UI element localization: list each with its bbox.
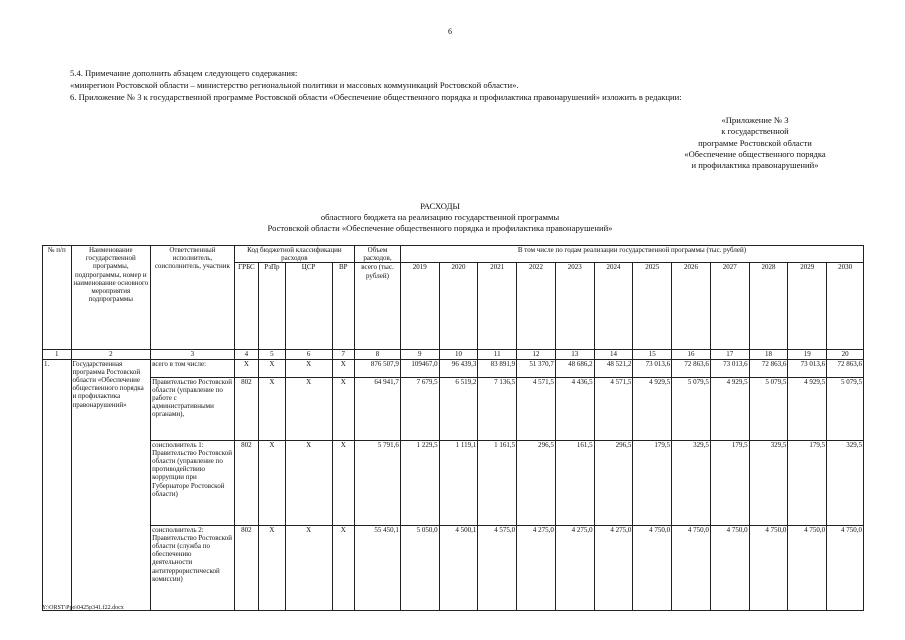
year-value-cell: 4 750,0 bbox=[749, 525, 788, 610]
year-value-cell: 4 575,0 bbox=[478, 525, 517, 610]
column-number: 2 bbox=[71, 350, 151, 359]
year-value-cell: 72 863,6 bbox=[749, 359, 788, 377]
header-year: 2019 bbox=[400, 263, 439, 350]
year-value-cell: 4 750,0 bbox=[827, 525, 864, 610]
header-year: 2029 bbox=[788, 263, 827, 350]
table-row bbox=[43, 440, 864, 525]
year-value-cell: 296,5 bbox=[594, 440, 633, 525]
file-path-footer: Y:\ORST\Ppo\0425p341.f22.docx bbox=[42, 605, 124, 611]
year-value-cell: 5 050,0 bbox=[400, 525, 439, 610]
year-value-cell: 5 079,5 bbox=[672, 377, 711, 440]
year-value-cell: 5 079,5 bbox=[749, 377, 788, 440]
header-year: 2026 bbox=[672, 263, 711, 350]
column-number: 13 bbox=[555, 350, 594, 359]
year-value-cell: 4 571,5 bbox=[594, 377, 633, 440]
expenditure-table bbox=[42, 245, 864, 611]
rzpr-cell: X bbox=[259, 525, 286, 610]
year-value-cell: 4 750,0 bbox=[672, 525, 711, 610]
column-number: 11 bbox=[478, 350, 517, 359]
header-num: № п/п bbox=[43, 246, 72, 350]
year-value-cell: 179,5 bbox=[633, 440, 672, 525]
year-value-cell: 83 891,9 bbox=[478, 359, 517, 377]
year-value-cell: 4 436,5 bbox=[555, 377, 594, 440]
header-vr: ВР bbox=[332, 263, 354, 350]
total-cell: 55 450,1 bbox=[355, 525, 401, 610]
year-value-cell: 329,5 bbox=[827, 440, 864, 525]
column-number: 14 bbox=[594, 350, 633, 359]
title-line: областного бюджета на реализацию государственной программы bbox=[320, 212, 560, 223]
year-value-cell: 73 013,6 bbox=[788, 359, 827, 377]
header-volume-total: всего (тыс. рублей) bbox=[355, 263, 401, 350]
column-number: 15 bbox=[633, 350, 672, 359]
year-value-cell: 72 863,6 bbox=[672, 359, 711, 377]
executor-cell: соисполнитель 2: Правительство Ростовской области (служба по обеспечению деятельности антитеррористической комиссии) bbox=[151, 525, 235, 610]
appendix-line: «Приложение № 3 bbox=[721, 115, 789, 125]
year-value-cell: 72 863,6 bbox=[827, 359, 864, 377]
column-number: 18 bbox=[749, 350, 788, 359]
header-csr: ЦСР bbox=[285, 263, 332, 350]
vr-cell: X bbox=[332, 359, 354, 377]
year-value-cell: 329,5 bbox=[749, 440, 788, 525]
year-value-cell: 5 079,5 bbox=[827, 377, 864, 440]
appendix-header bbox=[640, 115, 870, 171]
grbs-cell: 802 bbox=[234, 525, 258, 610]
year-value-cell: 73 013,6 bbox=[710, 359, 749, 377]
header-volume: Объем расходов, bbox=[355, 246, 401, 263]
header-year: 2020 bbox=[439, 263, 478, 350]
table-row bbox=[43, 525, 864, 610]
csr-cell: X bbox=[285, 359, 332, 377]
page-number: 6 bbox=[448, 27, 452, 36]
intro-paragraph-2: «минрегион Ростовской области – министерство региональной политики и массовых коммуникаций Ростовской области». bbox=[70, 80, 519, 91]
header-grbs: ГРБС bbox=[234, 263, 258, 350]
year-value-cell: 7 679,5 bbox=[400, 377, 439, 440]
column-number: 19 bbox=[788, 350, 827, 359]
column-number: 5 bbox=[259, 350, 286, 359]
year-value-cell: 4 750,0 bbox=[633, 525, 672, 610]
column-number: 12 bbox=[517, 350, 556, 359]
year-value-cell: 4 750,0 bbox=[710, 525, 749, 610]
csr-cell: X bbox=[285, 440, 332, 525]
year-value-cell: 48 686,2 bbox=[555, 359, 594, 377]
header-year: 2028 bbox=[749, 263, 788, 350]
rzpr-cell: X bbox=[259, 377, 286, 440]
vr-cell: X bbox=[332, 440, 354, 525]
header-year: 2024 bbox=[594, 263, 633, 350]
rzpr-cell: X bbox=[259, 359, 286, 377]
column-number: 6 bbox=[285, 350, 332, 359]
year-value-cell: 179,5 bbox=[788, 440, 827, 525]
header-executor: Ответственный исполнитель, соисполнитель, участник bbox=[151, 246, 235, 350]
year-value-cell: 4 929,5 bbox=[633, 377, 672, 440]
grbs-cell: 802 bbox=[234, 377, 258, 440]
column-number: 16 bbox=[672, 350, 711, 359]
column-number: 4 bbox=[234, 350, 258, 359]
column-number: 3 bbox=[151, 350, 235, 359]
executor-cell: соисполнитель 1: Правительство Ростовской области (управление по противодействию коррупции при Губернаторе Ростовской области) bbox=[151, 440, 235, 525]
year-value-cell: 329,5 bbox=[672, 440, 711, 525]
year-value-cell: 4 275,0 bbox=[594, 525, 633, 610]
title-line: РАСХОДЫ bbox=[420, 201, 460, 211]
header-rzpr: РзПр bbox=[259, 263, 286, 350]
intro-paragraph-3: 6. Приложение № 3 к государственной программе Ростовской области «Обеспечение общественного порядка и профилактика правонарушений» изложить в редакции: bbox=[70, 92, 682, 103]
document-title bbox=[150, 201, 730, 235]
column-number: 9 bbox=[400, 350, 439, 359]
header-year: 2022 bbox=[517, 263, 556, 350]
column-number: 7 bbox=[332, 350, 354, 359]
year-value-cell: 4 750,0 bbox=[788, 525, 827, 610]
year-value-cell: 48 521,2 bbox=[594, 359, 633, 377]
appendix-line: к государственной bbox=[721, 126, 789, 137]
title-line: Ростовской области «Обеспечение общественного порядка и профилактика правонарушений» bbox=[267, 223, 613, 234]
year-value-cell: 4 929,5 bbox=[788, 377, 827, 440]
header-name: Наименование государственной программы, подпрограммы, номер и наименование основного мероприятия подпрограммы bbox=[71, 246, 151, 350]
year-value-cell: 1 161,5 bbox=[478, 440, 517, 525]
year-value-cell: 4 929,5 bbox=[710, 377, 749, 440]
program-name: Государственная программа Ростовской области «Обеспечение общественного порядка и профилактика правонарушений» bbox=[71, 359, 151, 610]
table-row bbox=[43, 377, 864, 440]
header-years: В том числе по годам реализации государственной программы (тыс. рублей) bbox=[400, 246, 863, 263]
intro-text bbox=[70, 67, 870, 104]
header-year: 2030 bbox=[827, 263, 864, 350]
column-number: 1 bbox=[43, 350, 72, 359]
csr-cell: X bbox=[285, 377, 332, 440]
year-value-cell: 6 519,2 bbox=[439, 377, 478, 440]
program-number: 1. bbox=[43, 359, 72, 610]
appendix-line: программе Ростовской области bbox=[698, 137, 812, 148]
header-row bbox=[43, 246, 864, 263]
year-value-cell: 4 571,5 bbox=[517, 377, 556, 440]
grbs-cell: X bbox=[234, 359, 258, 377]
year-value-cell: 161,5 bbox=[555, 440, 594, 525]
header-year: 2027 bbox=[710, 263, 749, 350]
vr-cell: X bbox=[332, 377, 354, 440]
year-value-cell: 296,5 bbox=[517, 440, 556, 525]
total-cell: 876 507,9 bbox=[355, 359, 401, 377]
vr-cell: X bbox=[332, 525, 354, 610]
column-number: 17 bbox=[710, 350, 749, 359]
column-number-row bbox=[43, 350, 864, 359]
year-value-cell: 4 275,0 bbox=[517, 525, 556, 610]
year-value-cell: 73 013,6 bbox=[633, 359, 672, 377]
header-year: 2023 bbox=[555, 263, 594, 350]
table-row bbox=[43, 359, 864, 377]
intro-paragraph-1: 5.4. Примечание дополнить абзацем следующего содержания: bbox=[70, 68, 298, 78]
year-value-cell: 1 229,5 bbox=[400, 440, 439, 525]
total-cell: 5 791,6 bbox=[355, 440, 401, 525]
rzpr-cell: X bbox=[259, 440, 286, 525]
year-value-cell: 1 119,1 bbox=[439, 440, 478, 525]
year-value-cell: 51 370,7 bbox=[517, 359, 556, 377]
appendix-line: и профилактика правонарушений» bbox=[691, 160, 819, 171]
header-year: 2021 bbox=[478, 263, 517, 350]
header-year: 2025 bbox=[633, 263, 672, 350]
column-number: 8 bbox=[355, 350, 401, 359]
year-value-cell: 109467,0 bbox=[400, 359, 439, 377]
year-value-cell: 96 439,3 bbox=[439, 359, 478, 377]
header-budget-code: Код бюджетной классификации расходов bbox=[234, 246, 354, 263]
year-value-cell: 4 275,0 bbox=[555, 525, 594, 610]
csr-cell: X bbox=[285, 525, 332, 610]
column-number: 10 bbox=[439, 350, 478, 359]
executor-cell: всего в том числе: bbox=[151, 359, 235, 377]
appendix-line: «Обеспечение общественного порядка bbox=[684, 148, 826, 159]
column-number: 20 bbox=[827, 350, 864, 359]
grbs-cell: 802 bbox=[234, 440, 258, 525]
year-value-cell: 4 500,1 bbox=[439, 525, 478, 610]
year-value-cell: 7 136,5 bbox=[478, 377, 517, 440]
year-value-cell: 179,5 bbox=[710, 440, 749, 525]
total-cell: 64 941,7 bbox=[355, 377, 401, 440]
executor-cell: Правительство Ростовской области (управление по работе с административными органами), bbox=[151, 377, 235, 440]
